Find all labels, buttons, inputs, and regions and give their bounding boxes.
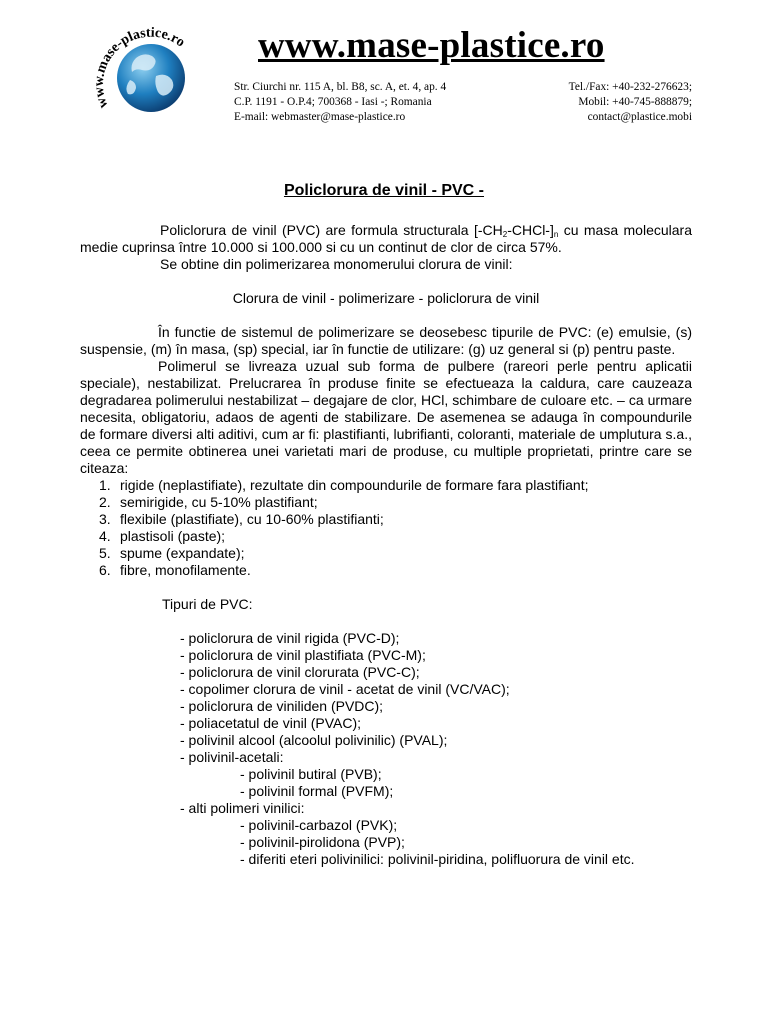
phone-block: [569, 80, 692, 125]
list-item: - polivinil butiral (PVB);: [240, 766, 382, 782]
document-body: [80, 222, 692, 868]
list-item: - alti polimeri vinilici:: [180, 800, 305, 816]
list-item: 3. flexibile (plastifiate), cu 10-60% plastifianti;: [99, 511, 384, 527]
types-paragraph: În functie de sistemul de polimerizare se deosebesc tipurile de PVC: (e) emulsie, (s) suspensie, (m) în masa, (sp) special, iar în functie de utilizare: (g) uz general si (p) pentru paste.: [80, 324, 692, 357]
list-item: 4. plastisoli (paste);: [99, 528, 226, 544]
list-item: - polivinil-carbazol (PVK);: [240, 817, 398, 833]
reaction-line: Clorura de vinil - polimerizare - policlorura de vinil: [232, 290, 540, 306]
pvc-types-list: [80, 630, 692, 868]
product-list: [80, 477, 692, 579]
list-item: - poliacetatul de vinil (PVAC);: [180, 715, 362, 731]
document-title: Policlorura de vinil - PVC -: [283, 182, 485, 199]
list-item: - policlorura de vinil clorurata (PVC-C);: [180, 664, 420, 680]
list-item: - polivinil-acetali:: [180, 749, 284, 765]
mobile-line: Mobil: +40-745-888879;: [578, 96, 692, 108]
globe-logo: [86, 14, 216, 124]
list-item: - policlorura de vinil plastifiata (PVC-M);: [180, 647, 426, 663]
list-item: - policlorura de vinil rigida (PVC-D);: [180, 630, 400, 646]
site-title[interactable]: www.mase-plastice.ro: [258, 25, 605, 66]
list-item: 1. rigide (neplastifiate), rezultate din compoundurile de formare fara plastifiant;: [99, 477, 589, 493]
list-item: - policlorura de viniliden (PVDC);: [180, 698, 384, 714]
list-item: - polivinil alcool (alcoolul polivinilic) (PVAL);: [180, 732, 448, 748]
address-block: [234, 80, 446, 125]
logo-circular-text: www.mase-plastice.ro: [91, 25, 188, 111]
obtain-paragraph: Se obtine din polimerizarea monomerului clorura de vinil:: [160, 256, 513, 272]
phone-line: Tel./Fax: +40-232-276623;: [568, 81, 692, 93]
list-item: 6. fibre, monofilamente.: [99, 562, 251, 578]
list-item: - copolimer clorura de vinil - acetat de vinil (VC/VAC);: [180, 681, 510, 697]
globe-icon: [117, 44, 185, 112]
list-item: - polivinil-pirolidona (PVP);: [240, 834, 405, 850]
contact-email-line[interactable]: contact@plastice.mobi: [587, 111, 692, 123]
processing-paragraph: Polimerul se livreaza uzual sub forma de pulbere (rareori perle pentru aplicatii speciale), nestabilizat. Prelucrarea în produse finite se efectueaza la caldura, care cauzeaza degradarea polimerului nestabilizat – degajare de clor, HCl, schimbare de culoare etc. – ca urmare necesita, obligatoriu, adaos de agenti de stabilizare. De asemenea se adauga în compoundurile de formare diversi alti aditivi, cum ar fi: plastifianti, lubrifianti, coloranti, materiale de umplutura s.a., ceea ce permite obtinerea unei varietati mari de produse, cu multiple proprietati, printre care se citeaza:: [80, 358, 692, 476]
address-line: Str. Ciurchi nr. 115 A, bl. B8, sc. A, et. 4, ap. 4: [234, 81, 447, 93]
list-item: 2. semirigide, cu 5-10% plastifiant;: [99, 494, 318, 510]
types-heading: Tipuri de PVC:: [162, 596, 253, 612]
list-item: - polivinil formal (PVFM);: [240, 783, 394, 799]
address-line: C.P. 1191 - O.P.4; 700368 - Iasi -; Romania: [234, 96, 432, 108]
list-item: 5. spume (expandate);: [99, 545, 245, 561]
intro-paragraph: Policlorura de vinil (PVC) are formula structurala $[-CH_2-CHCl-]_n$ cu masa moleculara medie cuprinsa între 10.000 si 100.000 si cu un continut de clor de circa 57%.: [80, 222, 692, 255]
email-line[interactable]: E-mail: webmaster@mase-plastice.ro: [234, 111, 406, 123]
list-item: - diferiti eteri polivinilici: polivinil-piridina, polifluorura de vinil etc.: [240, 851, 635, 867]
